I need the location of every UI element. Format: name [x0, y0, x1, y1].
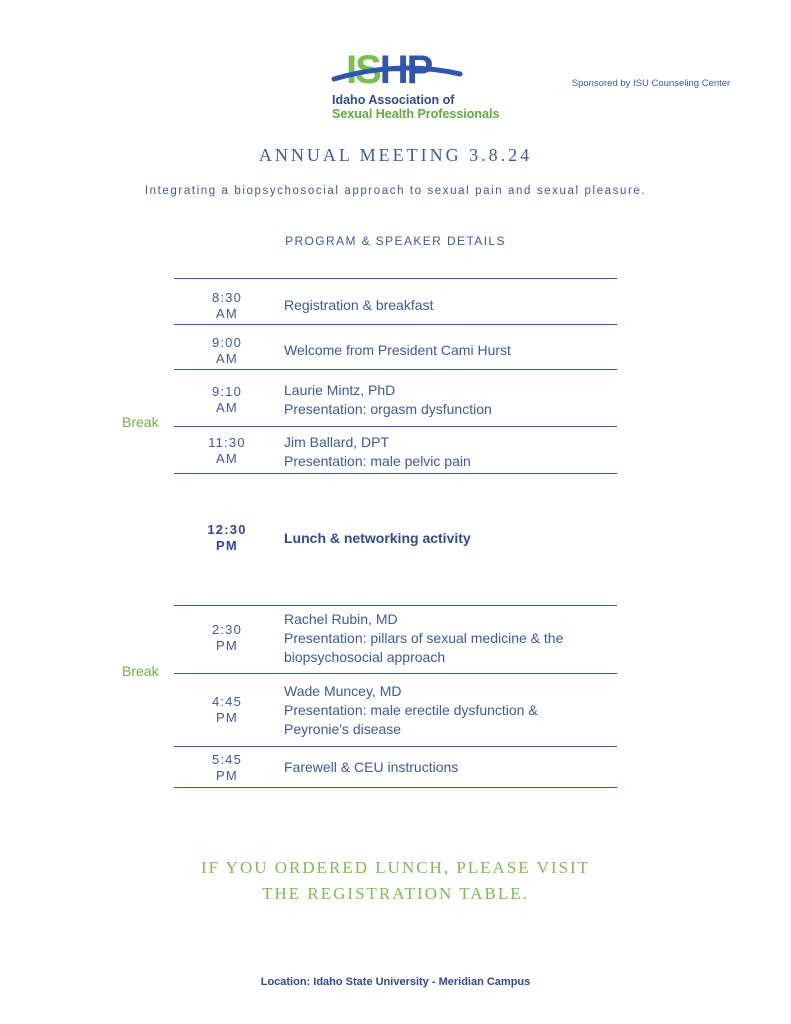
location-text: Location: Idaho State University - Meridian Campus	[260, 976, 531, 988]
break-label: Break	[122, 663, 159, 679]
time-slot: 11:30 AM	[208, 435, 246, 466]
logo-wordmark: ISHP	[346, 48, 432, 92]
schedule-item: Farewell & CEU instructions	[284, 759, 459, 775]
lunch-notice: IF YOU ORDERED LUNCH, PLEASE VISIT THE REGISTRATION TABLE.	[200, 858, 591, 903]
logo-line-association: Idaho Association of	[332, 93, 455, 107]
time-slot: 5:45 PM	[211, 752, 243, 783]
divider	[174, 787, 617, 788]
divider	[174, 324, 617, 325]
schedule-item: Jim Ballard, DPT Presentation: male pelvic pain	[284, 434, 471, 469]
schedule-item: Welcome from President Cami Hurst	[284, 342, 511, 358]
divider	[174, 278, 617, 279]
tagline: Integrating a biopsychosocial approach to sexual pain and sexual pleasure.	[144, 185, 647, 197]
schedule-item: Laurie Mintz, PhD Presentation: orgasm dysfunction	[284, 382, 492, 417]
time-slot: 4:45 PM	[211, 694, 243, 725]
meeting-title: ANNUAL MEETING 3.8.24	[258, 145, 533, 165]
schedule-item: Rachel Rubin, MD Presentation: pillars of sexual medicine & the biopsychosocial approach	[284, 611, 564, 665]
time-slot: 9:10 AM	[211, 384, 243, 415]
logo-swoosh-icon	[328, 48, 498, 98]
divider	[174, 605, 617, 606]
schedule-item-lunch: Lunch & networking activity	[284, 530, 471, 546]
time-slot: 12:30 PM	[207, 522, 247, 553]
time-slot: 2:30 PM	[211, 622, 243, 653]
divider	[174, 746, 617, 747]
divider	[174, 369, 617, 370]
divider	[174, 673, 617, 674]
break-label: Break	[122, 414, 159, 430]
schedule-item: Wade Muncey, MD Presentation: male erectile dysfunction & Peyronie's disease	[284, 683, 538, 737]
divider	[174, 426, 617, 427]
sponsor-text: Sponsored by ISU Counseling Center	[571, 78, 731, 89]
logo-line-professionals: Sexual Health Professionals	[332, 107, 500, 121]
time-slot: 8:30 AM	[211, 290, 243, 321]
isahp-logo	[328, 48, 498, 124]
program-heading: PROGRAM & SPEAKER DETAILS	[285, 234, 506, 248]
schedule-item: Registration & breakfast	[284, 297, 434, 313]
time-slot: 9:00 AM	[211, 335, 243, 366]
divider	[174, 473, 617, 474]
